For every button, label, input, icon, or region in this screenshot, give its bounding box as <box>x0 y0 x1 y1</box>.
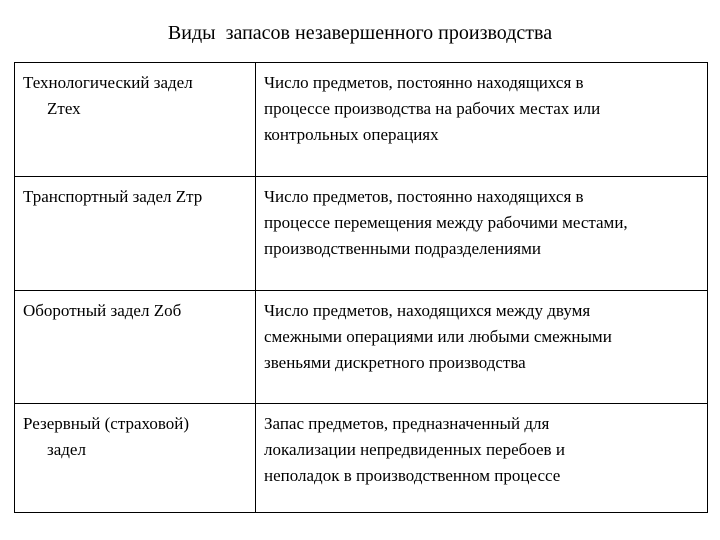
stock-type-description: Число предметов, постоянно находящихся в процессе производства на рабочих местах или контрольных операциях <box>264 73 601 144</box>
stock-type-description: Число предметов, находящихся между двумя смежными операциями или любыми смежными звеньями дискретного производства <box>264 301 612 372</box>
stock-type-name-cell <box>15 63 256 177</box>
stock-type-description-cell <box>256 404 708 513</box>
stock-type-name: Резервный (страховой) <box>23 414 190 433</box>
stock-type-description-cell <box>256 63 708 177</box>
table-row <box>15 177 708 291</box>
stock-type-name-continued: задел <box>47 440 86 459</box>
stock-types-table <box>14 62 708 513</box>
stock-type-description: Число предметов, постоянно находящихся в процессе перемещения между рабочими местами, производственными подразделениями <box>264 187 628 258</box>
table-row <box>15 291 708 404</box>
stock-type-description-cell <box>256 177 708 291</box>
table-row <box>15 404 708 513</box>
stock-type-name-cell <box>15 404 256 513</box>
stock-type-name: Технологический задел <box>23 73 193 92</box>
stock-type-description: Запас предметов, предназначенный для локализации непредвиденных перебоев и неполадок в производственном процессе <box>264 414 565 485</box>
stock-type-symbol: Zтех <box>47 99 81 118</box>
stock-type-name-cell <box>15 177 256 291</box>
stock-type-description-cell <box>256 291 708 404</box>
stock-type-name-cell <box>15 291 256 404</box>
table-row <box>15 63 708 177</box>
stock-type-name: Транспортный задел Zтр <box>23 187 203 206</box>
stock-type-name: Оборотный задел Zоб <box>23 301 182 320</box>
page-title: Виды запасов незавершенного производства <box>167 22 553 44</box>
